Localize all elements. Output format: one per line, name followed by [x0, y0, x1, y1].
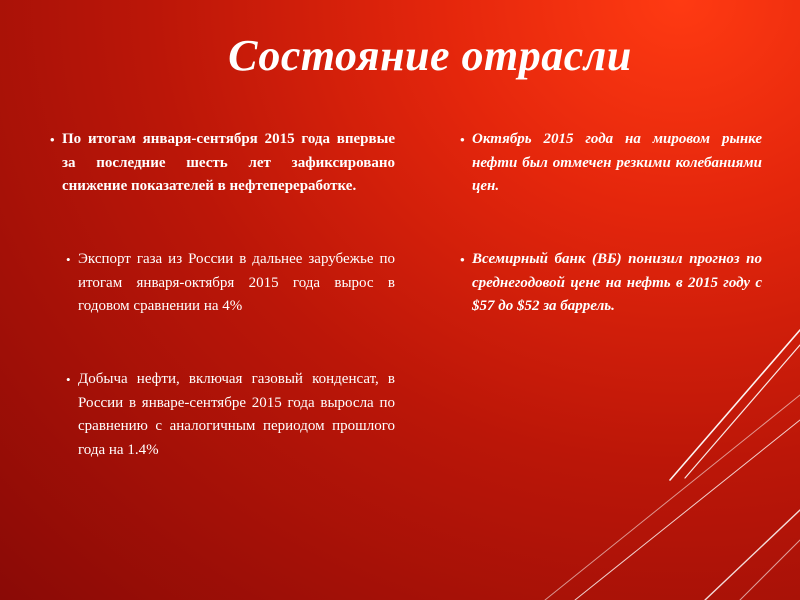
bullet-item-world-bank-forecast: [460, 248, 762, 319]
bullet-item-gas-export: [66, 248, 395, 319]
bullet-icon: •: [66, 372, 71, 387]
bullet-item-refining: [50, 128, 395, 199]
bullet-icon: •: [66, 252, 71, 267]
bullet-text: Октябрь 2015 года на мировом рынке нефти был отмечен резкими колебаниями цен.: [472, 131, 762, 194]
bullet-icon: •: [460, 252, 465, 267]
slide-title: Состояние отрасли: [228, 31, 632, 80]
diagonal-line: [670, 330, 800, 480]
bullet-text: Добыча нефти, включая газовый конденсат, в России в январе-сентябре 2015 года выросла по сравнению с аналогичным периодом прошлого года на 1.4%: [78, 371, 395, 458]
diagonal-line: [705, 510, 800, 600]
bullet-text: По итогам января-сентября 2015 года впервые за последние шесть лет зафиксировано снижение показателей в нефтепереработке.: [62, 131, 395, 194]
diagonal-line: [545, 395, 800, 600]
bullet-icon: •: [460, 132, 465, 147]
bullet-item-oil-production: [66, 368, 395, 462]
diagonal-line: [575, 420, 800, 600]
bullet-icon: •: [50, 132, 55, 147]
bullet-text: Всемирный банк (ВБ) понизил прогноз по среднегодовой цене на нефть в 2015 году с $57 до $52 за баррель.: [472, 251, 762, 314]
bullet-text: Экспорт газа из России в дальнее зарубежье по итогам января-октября 2015 года вырос в годовом сравнении на 4%: [78, 251, 395, 314]
bullet-item-oil-price-volatility: [460, 128, 762, 199]
diagonal-line: [740, 540, 800, 600]
diagonal-line: [685, 345, 800, 478]
